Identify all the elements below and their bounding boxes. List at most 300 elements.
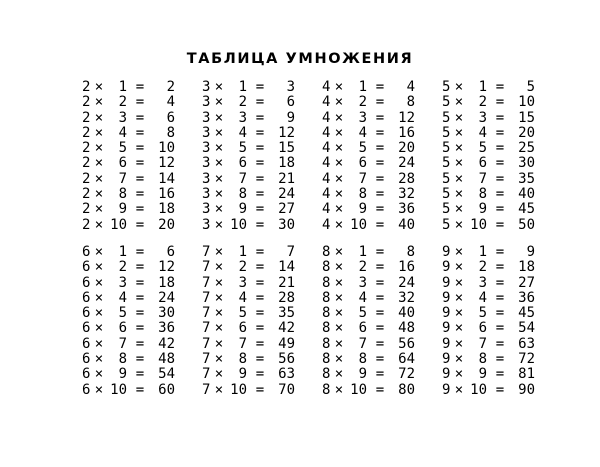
multiplier: 8: [118, 351, 127, 368]
multiplicand: 7: [202, 351, 211, 368]
table-row: [442, 126, 562, 141]
multiplier: 1: [238, 244, 247, 260]
product: 32: [398, 186, 415, 203]
product: 36: [518, 289, 535, 306]
multiplicand: 3: [202, 201, 211, 218]
times-sign: ×: [214, 381, 224, 398]
equals-sign: =: [495, 335, 505, 352]
product: 24: [158, 289, 175, 306]
multiplier: 10: [470, 216, 487, 233]
table-row: [442, 111, 562, 126]
product: 27: [518, 274, 535, 291]
multiplier: 5: [358, 305, 367, 322]
table-row: [442, 95, 562, 110]
multiplicand: 9: [442, 366, 451, 383]
times-sign: ×: [454, 109, 464, 126]
multiplicand: 2: [82, 109, 91, 126]
multiplicand: 8: [322, 289, 331, 306]
table-row: [202, 337, 322, 352]
multiplier: 6: [118, 320, 127, 337]
multiplicand: 8: [322, 381, 331, 398]
product: 20: [158, 216, 175, 233]
multiplicand: 7: [202, 274, 211, 291]
multiplier: 8: [478, 186, 487, 203]
product: 8: [166, 124, 175, 141]
equals-sign: =: [495, 289, 505, 306]
product: 27: [278, 201, 295, 218]
table-row: [202, 141, 322, 156]
table-row: [442, 352, 562, 367]
equals-sign: =: [255, 216, 265, 233]
equals-sign: =: [255, 366, 265, 383]
table-row: [442, 306, 562, 321]
product: 28: [398, 170, 415, 187]
times-sign: ×: [94, 201, 104, 218]
product: 30: [518, 155, 535, 172]
multiplicand: 9: [442, 244, 451, 260]
multiplier: 9: [358, 366, 367, 383]
table-row: [442, 80, 562, 95]
multiplier: 7: [478, 170, 487, 187]
multiplicand: 2: [82, 155, 91, 172]
table-row: [202, 156, 322, 171]
multiplicand: 4: [322, 216, 331, 233]
equals-sign: =: [375, 186, 385, 203]
multiplicand: 5: [442, 109, 451, 126]
product: 63: [278, 366, 295, 383]
equals-sign: =: [255, 186, 265, 203]
table-row: [82, 260, 202, 275]
table-row: [442, 337, 562, 352]
multiplier: 9: [358, 201, 367, 218]
table-row: [202, 187, 322, 202]
multiplier: 2: [118, 94, 127, 111]
times-sign: ×: [334, 366, 344, 383]
equals-sign: =: [135, 124, 145, 141]
product: 40: [398, 305, 415, 322]
multiplier: 4: [118, 289, 127, 306]
product: 14: [158, 170, 175, 187]
equals-sign: =: [135, 170, 145, 187]
product: 8: [406, 94, 415, 111]
multiplicand: 4: [322, 124, 331, 141]
times-sign: ×: [334, 274, 344, 291]
times-sign: ×: [94, 335, 104, 352]
table-row: [202, 218, 322, 233]
equals-sign: =: [375, 140, 385, 157]
product: 72: [398, 366, 415, 383]
table-row: [322, 156, 442, 171]
times-sign: ×: [334, 216, 344, 233]
multiplicand: 8: [322, 274, 331, 291]
multiplicand: 3: [202, 170, 211, 187]
times-sign: ×: [334, 289, 344, 306]
equals-sign: =: [135, 366, 145, 383]
multiplicand: 9: [442, 351, 451, 368]
table-column-6: [82, 244, 202, 398]
equals-sign: =: [135, 259, 145, 276]
equals-sign: =: [495, 124, 505, 141]
product: 24: [398, 274, 415, 291]
multiplicand: 5: [442, 140, 451, 157]
equals-sign: =: [255, 109, 265, 126]
table-row: [82, 95, 202, 110]
times-sign: ×: [214, 155, 224, 172]
product: 21: [278, 274, 295, 291]
equals-sign: =: [495, 351, 505, 368]
times-sign: ×: [454, 155, 464, 172]
times-sign: ×: [94, 186, 104, 203]
table-row: [202, 260, 322, 275]
equals-sign: =: [375, 259, 385, 276]
multiplier: 7: [358, 170, 367, 187]
equals-sign: =: [255, 140, 265, 157]
product: 16: [158, 186, 175, 203]
table-row: [322, 321, 442, 336]
multiplier: 9: [478, 366, 487, 383]
equals-sign: =: [255, 201, 265, 218]
times-sign: ×: [94, 289, 104, 306]
equals-sign: =: [375, 201, 385, 218]
multiplicand: 4: [322, 170, 331, 187]
table-column-3: [202, 80, 322, 245]
product: 20: [398, 140, 415, 157]
multiplier: 1: [358, 79, 367, 95]
multiplicand: 4: [322, 155, 331, 172]
times-sign: ×: [454, 259, 464, 276]
multiplicand: 2: [82, 186, 91, 203]
multiplicand: 6: [82, 320, 91, 337]
multiplier: 2: [118, 259, 127, 276]
table-row: [322, 337, 442, 352]
multiplicand: 6: [82, 366, 91, 383]
product: 24: [398, 155, 415, 172]
table-row: [82, 337, 202, 352]
product: 6: [166, 109, 175, 126]
multiplicand: 6: [82, 381, 91, 398]
equals-sign: =: [375, 109, 385, 126]
multiplicand: 2: [82, 124, 91, 141]
times-sign: ×: [94, 274, 104, 291]
multiplier: 5: [118, 140, 127, 157]
multiplicand: 3: [202, 79, 211, 95]
table-row: [442, 218, 562, 233]
product: 15: [278, 140, 295, 157]
multiplier: 8: [478, 351, 487, 368]
multiplicand: 3: [202, 216, 211, 233]
multiplicand: 4: [322, 109, 331, 126]
table-row: [322, 126, 442, 141]
multiplier: 6: [478, 320, 487, 337]
product: 25: [518, 140, 535, 157]
product: 42: [158, 335, 175, 352]
multiplicand: 2: [82, 140, 91, 157]
table-row: [82, 126, 202, 141]
multiplicand: 7: [202, 320, 211, 337]
table-row: [442, 156, 562, 171]
equals-sign: =: [495, 109, 505, 126]
product: 5: [526, 79, 535, 95]
table-row: [322, 187, 442, 202]
multiplier: 9: [238, 366, 247, 383]
multiplier: 7: [478, 335, 487, 352]
equals-sign: =: [135, 381, 145, 398]
multiplicand: 5: [442, 201, 451, 218]
times-sign: ×: [214, 320, 224, 337]
equals-sign: =: [135, 289, 145, 306]
multiplier: 2: [238, 259, 247, 276]
product: 14: [278, 259, 295, 276]
table-row: [442, 202, 562, 217]
table-row: [202, 352, 322, 367]
table-row: [82, 291, 202, 306]
product: 45: [518, 305, 535, 322]
product: 42: [278, 320, 295, 337]
table-row: [82, 111, 202, 126]
table-column-2: [82, 80, 202, 245]
product: 48: [398, 320, 415, 337]
times-sign: ×: [334, 79, 344, 95]
multiplicand: 7: [202, 381, 211, 398]
times-sign: ×: [334, 381, 344, 398]
table-row: [202, 126, 322, 141]
multiplier: 10: [230, 216, 247, 233]
table-row: [202, 202, 322, 217]
multiplicand: 4: [322, 140, 331, 157]
product: 50: [518, 216, 535, 233]
multiplier: 3: [238, 109, 247, 126]
multiplicand: 3: [202, 124, 211, 141]
times-sign: ×: [334, 186, 344, 203]
times-sign: ×: [454, 335, 464, 352]
table-column-5: [442, 80, 562, 245]
product: 48: [158, 351, 175, 368]
table-row: [82, 80, 202, 95]
multiplier: 9: [238, 201, 247, 218]
multiplicand: 6: [82, 305, 91, 322]
equals-sign: =: [495, 259, 505, 276]
multiplier: 1: [478, 79, 487, 95]
equals-sign: =: [135, 186, 145, 203]
table-row: [442, 276, 562, 291]
multiplier: 4: [238, 289, 247, 306]
multiplicand: 5: [442, 170, 451, 187]
multiplicand: 5: [442, 216, 451, 233]
equals-sign: =: [375, 244, 385, 260]
equals-sign: =: [135, 216, 145, 233]
table-row: [202, 291, 322, 306]
product: 36: [158, 320, 175, 337]
equals-sign: =: [255, 124, 265, 141]
table-row: [82, 321, 202, 336]
times-sign: ×: [334, 320, 344, 337]
times-sign: ×: [214, 335, 224, 352]
table-row: [82, 172, 202, 187]
multiplicand: 5: [442, 186, 451, 203]
times-sign: ×: [214, 201, 224, 218]
times-sign: ×: [334, 259, 344, 276]
table-row: [442, 291, 562, 306]
table-row: [202, 276, 322, 291]
table-row: [442, 172, 562, 187]
equals-sign: =: [135, 351, 145, 368]
product: 40: [398, 216, 415, 233]
product: 18: [158, 274, 175, 291]
multiplicand: 9: [442, 289, 451, 306]
product: 36: [398, 201, 415, 218]
multiplicand: 5: [442, 94, 451, 111]
times-sign: ×: [454, 170, 464, 187]
equals-sign: =: [255, 289, 265, 306]
times-sign: ×: [214, 79, 224, 95]
product: 18: [158, 201, 175, 218]
equals-sign: =: [495, 170, 505, 187]
product: 4: [166, 94, 175, 111]
multiplicand: 9: [442, 274, 451, 291]
product: 56: [278, 351, 295, 368]
equals-sign: =: [255, 259, 265, 276]
table-row: [442, 245, 562, 260]
equals-sign: =: [135, 155, 145, 172]
table-row: [82, 352, 202, 367]
multiplicand: 5: [442, 79, 451, 95]
table-row: [82, 367, 202, 382]
times-sign: ×: [214, 259, 224, 276]
multiplier: 7: [238, 335, 247, 352]
times-sign: ×: [334, 94, 344, 111]
equals-sign: =: [135, 201, 145, 218]
times-sign: ×: [94, 320, 104, 337]
multiplicand: 6: [82, 244, 91, 260]
times-sign: ×: [454, 94, 464, 111]
times-sign: ×: [214, 170, 224, 187]
times-sign: ×: [94, 351, 104, 368]
table-column-8: [322, 244, 442, 398]
times-sign: ×: [214, 366, 224, 383]
equals-sign: =: [375, 274, 385, 291]
product: 12: [158, 259, 175, 276]
multiplier: 4: [238, 124, 247, 141]
times-sign: ×: [214, 109, 224, 126]
multiplier: 9: [118, 366, 127, 383]
times-sign: ×: [214, 186, 224, 203]
multiplier: 6: [238, 320, 247, 337]
table-row: [202, 321, 322, 336]
product: 6: [166, 244, 175, 260]
multiplicand: 6: [82, 335, 91, 352]
multiplier: 1: [358, 244, 367, 260]
equals-sign: =: [375, 94, 385, 111]
equals-sign: =: [255, 305, 265, 322]
times-sign: ×: [334, 335, 344, 352]
product: 30: [158, 305, 175, 322]
product: 18: [518, 259, 535, 276]
multiplicand: 4: [322, 94, 331, 111]
times-sign: ×: [454, 274, 464, 291]
times-sign: ×: [454, 79, 464, 95]
equals-sign: =: [255, 94, 265, 111]
multiplicand: 5: [442, 155, 451, 172]
equals-sign: =: [135, 79, 145, 95]
times-sign: ×: [94, 79, 104, 95]
equals-sign: =: [495, 79, 505, 95]
multiplier: 5: [238, 305, 247, 322]
product: 9: [286, 109, 295, 126]
table-row: [322, 172, 442, 187]
table-row: [82, 187, 202, 202]
table-row: [322, 202, 442, 217]
times-sign: ×: [94, 109, 104, 126]
equals-sign: =: [495, 274, 505, 291]
times-sign: ×: [454, 244, 464, 260]
multiplicand: 4: [322, 186, 331, 203]
times-sign: ×: [334, 124, 344, 141]
multiplier: 10: [110, 216, 127, 233]
equals-sign: =: [375, 155, 385, 172]
multiplicand: 5: [442, 124, 451, 141]
product: 28: [278, 289, 295, 306]
multiplier: 3: [238, 274, 247, 291]
times-sign: ×: [94, 259, 104, 276]
product: 16: [398, 259, 415, 276]
table-row: [322, 218, 442, 233]
times-sign: ×: [454, 305, 464, 322]
product: 70: [278, 381, 295, 398]
product: 12: [278, 124, 295, 141]
times-sign: ×: [94, 305, 104, 322]
multiplier: 4: [478, 124, 487, 141]
multiplicand: 8: [322, 320, 331, 337]
table-row: [322, 291, 442, 306]
multiplicand: 4: [322, 201, 331, 218]
times-sign: ×: [214, 216, 224, 233]
table-row: [322, 80, 442, 95]
multiplier: 4: [358, 289, 367, 306]
equals-sign: =: [255, 351, 265, 368]
multiplier: 10: [350, 381, 367, 398]
multiplicand: 3: [202, 155, 211, 172]
equals-sign: =: [495, 244, 505, 260]
multiplier: 8: [238, 351, 247, 368]
equals-sign: =: [135, 94, 145, 111]
multiplier: 9: [118, 201, 127, 218]
multiplier: 10: [350, 216, 367, 233]
multiplier: 10: [110, 381, 127, 398]
table-row: [202, 245, 322, 260]
equals-sign: =: [255, 244, 265, 260]
table-row: [442, 260, 562, 275]
multiplier: 9: [478, 201, 487, 218]
times-sign: ×: [454, 140, 464, 157]
product: 2: [166, 79, 175, 95]
multiplicand: 6: [82, 289, 91, 306]
table-row: [322, 141, 442, 156]
times-sign: ×: [214, 94, 224, 111]
product: 12: [158, 155, 175, 172]
product: 10: [518, 94, 535, 111]
multiplicand: 2: [82, 201, 91, 218]
times-sign: ×: [94, 124, 104, 141]
product: 30: [278, 216, 295, 233]
multiplicand: 7: [202, 366, 211, 383]
multiplier: 2: [358, 259, 367, 276]
table-column-7: [202, 244, 322, 398]
multiplicand: 8: [322, 259, 331, 276]
equals-sign: =: [375, 305, 385, 322]
equals-sign: =: [255, 274, 265, 291]
product: 32: [398, 289, 415, 306]
times-sign: ×: [334, 201, 344, 218]
